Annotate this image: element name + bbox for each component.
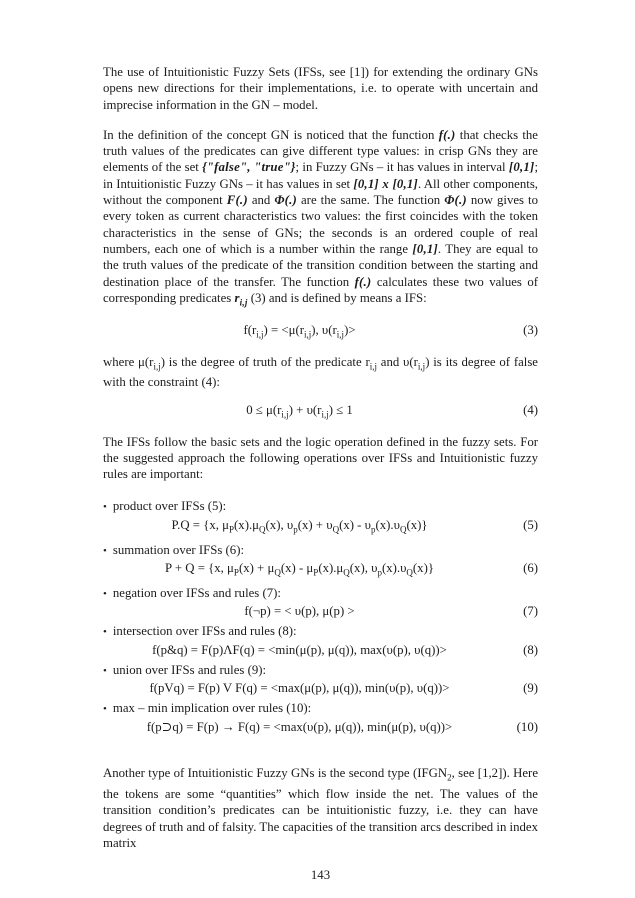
operation-item-union bbox=[103, 662, 538, 697]
operation-label-row bbox=[103, 585, 538, 602]
vertical-spacer bbox=[103, 739, 538, 765]
bullet-icon: • bbox=[103, 544, 107, 557]
equation-6 bbox=[103, 560, 538, 581]
operation-item-negation bbox=[103, 585, 538, 620]
equation-8-body: f(p&q) = F(p)ΛF(q) = <min(μ(p), μ(q)), max(υ(p), υ(q))> bbox=[152, 642, 447, 657]
operation-label-row bbox=[103, 542, 538, 559]
equation-6-body: P + Q = {x, $\mu_P(x) + \mu_Q(x) - \mu_P(x).\mu_Q(x)$, $\upsilon_p(x).\upsilon_Q(x)$} bbox=[165, 560, 434, 578]
operation-label: max – min implication over rules (10): bbox=[112, 701, 312, 716]
operation-item-intersection bbox=[103, 623, 538, 658]
operation-item-summation bbox=[103, 542, 538, 581]
equation-7-number: (7) bbox=[523, 604, 538, 618]
bullet-icon: • bbox=[103, 501, 107, 514]
paragraph-where: where $\mu(r_{i,j})$ is the degree of truth of the predicate $r_{i,j}$ and $\upsilon(r_{i,j})$ is its degree of false with the constraint (4): bbox=[103, 354, 538, 390]
page-number: 143 bbox=[310, 868, 331, 883]
operation-label: intersection over IFSs and rules (8): bbox=[112, 624, 297, 639]
equation-5-body: P.Q = {x, $\mu_P(x).\mu_Q(x)$, $\upsilon_p(x) + \upsilon_Q(x) - \upsilon_p(x).\upsilon_Q(x)$} bbox=[171, 517, 428, 535]
equation-3 bbox=[103, 322, 538, 343]
equation-5 bbox=[103, 517, 538, 538]
bullet-icon: • bbox=[103, 703, 107, 716]
equation-5-number: (5) bbox=[523, 517, 538, 532]
operation-label: union over IFSs and rules (9): bbox=[112, 662, 267, 677]
equation-9 bbox=[103, 680, 538, 696]
paragraph-intro: The use of Intuitionistic Fuzzy Sets (IFSs, see [1]) for extending the ordinary GNs opens new directions for their implementations, i.e. to operate with uncertain and imprecise information in the GN – model. bbox=[103, 65, 538, 112]
operation-label: product over IFSs (5): bbox=[112, 499, 227, 514]
equation-7-body: f(¬p) = < υ(p), μ(p) > bbox=[244, 604, 355, 618]
equation-8 bbox=[103, 642, 538, 658]
equation-6-number: (6) bbox=[523, 560, 538, 575]
equation-4-body: $0 \le \mu(r_{i,j}) + \upsilon(r_{i,j}) \le 1$ bbox=[246, 402, 353, 420]
equation-7 bbox=[103, 603, 538, 619]
operation-label-row bbox=[103, 498, 538, 515]
operation-label-row bbox=[103, 700, 538, 717]
bullet-icon: • bbox=[103, 664, 107, 677]
bullet-icon: • bbox=[103, 587, 107, 600]
operation-label-row bbox=[103, 662, 538, 679]
equation-9-body: f(pVq) = F(p) V F(q) = <max(μ(p), μ(q)), min(υ(p), υ(q))> bbox=[149, 681, 450, 696]
operation-label-row bbox=[103, 623, 538, 640]
operation-item-product bbox=[103, 498, 538, 537]
operation-label: negation over IFSs and rules (7): bbox=[112, 585, 281, 600]
operation-label: summation over IFSs (6): bbox=[112, 542, 245, 557]
paragraph-definition: In the definition of the concept GN is noticed that the function f(.) that checks the truth values of the predicates can give different type values: in crisp GNs they are elements of the set {"false", "true"}; in Fuzzy GNs – it has values in interval [0,1]; in Intuitionistic Fuzzy GNs – it has values in set [0,1] x [0,1]. All other components, without the component F(.) and Φ(.) are the same. The function Φ(.) now gives to every token as current characteristics two values: the first coincides with the token characteristics in the sense of GNs; the seconds is an ordered couple of real numbers, each one of which is a number within the range [0,1]. They are equal to the truth values of the predicate of the transition condition between the starting and destination place of the transfer. The function f(.) calculates these two values of corresponding predicates $r_{i,j}$ (3) and is defined by means a IFS: bbox=[103, 127, 539, 308]
equation-10-number: (10) bbox=[516, 719, 538, 734]
equation-10-body: f(p⊃q) = F(p) → F(q) = <max(υ(p), μ(q)), min(μ(p), υ(q))> bbox=[146, 719, 453, 734]
equation-4 bbox=[103, 402, 538, 423]
equation-3-body: $f(r_{i,j}) = <\mu(r_{i,j})$, $\upsilon(r_{i,j})>$ bbox=[243, 322, 356, 340]
equation-9-number: (9) bbox=[523, 681, 538, 696]
page-content bbox=[103, 64, 538, 883]
equation-4-number: (4) bbox=[523, 402, 538, 417]
paragraph-ifs-follow: The IFSs follow the basic sets and the logic operation defined in the fuzzy sets. For the suggested approach the following operations over IFSs and Intuitionistic fuzzy rules are important: bbox=[103, 434, 538, 482]
operation-item-implication bbox=[103, 700, 538, 735]
equation-3-number: (3) bbox=[523, 322, 538, 337]
bullet-icon: • bbox=[103, 626, 107, 639]
equation-8-number: (8) bbox=[523, 642, 538, 657]
equation-10 bbox=[103, 719, 538, 735]
operations-list bbox=[103, 498, 538, 735]
paragraph-closing: Another type of Intuitionistic Fuzzy GNs is the second type ($IFGN_2$, see [1,2]). Here the tokens are some “quantities” which flow inside the net. The values of the transition condition’s predicates can be intuitionistic fuzzy, i.e. they can have degrees of truth and of falsity. The capacities of the transition arcs described in index matrix bbox=[103, 766, 538, 850]
